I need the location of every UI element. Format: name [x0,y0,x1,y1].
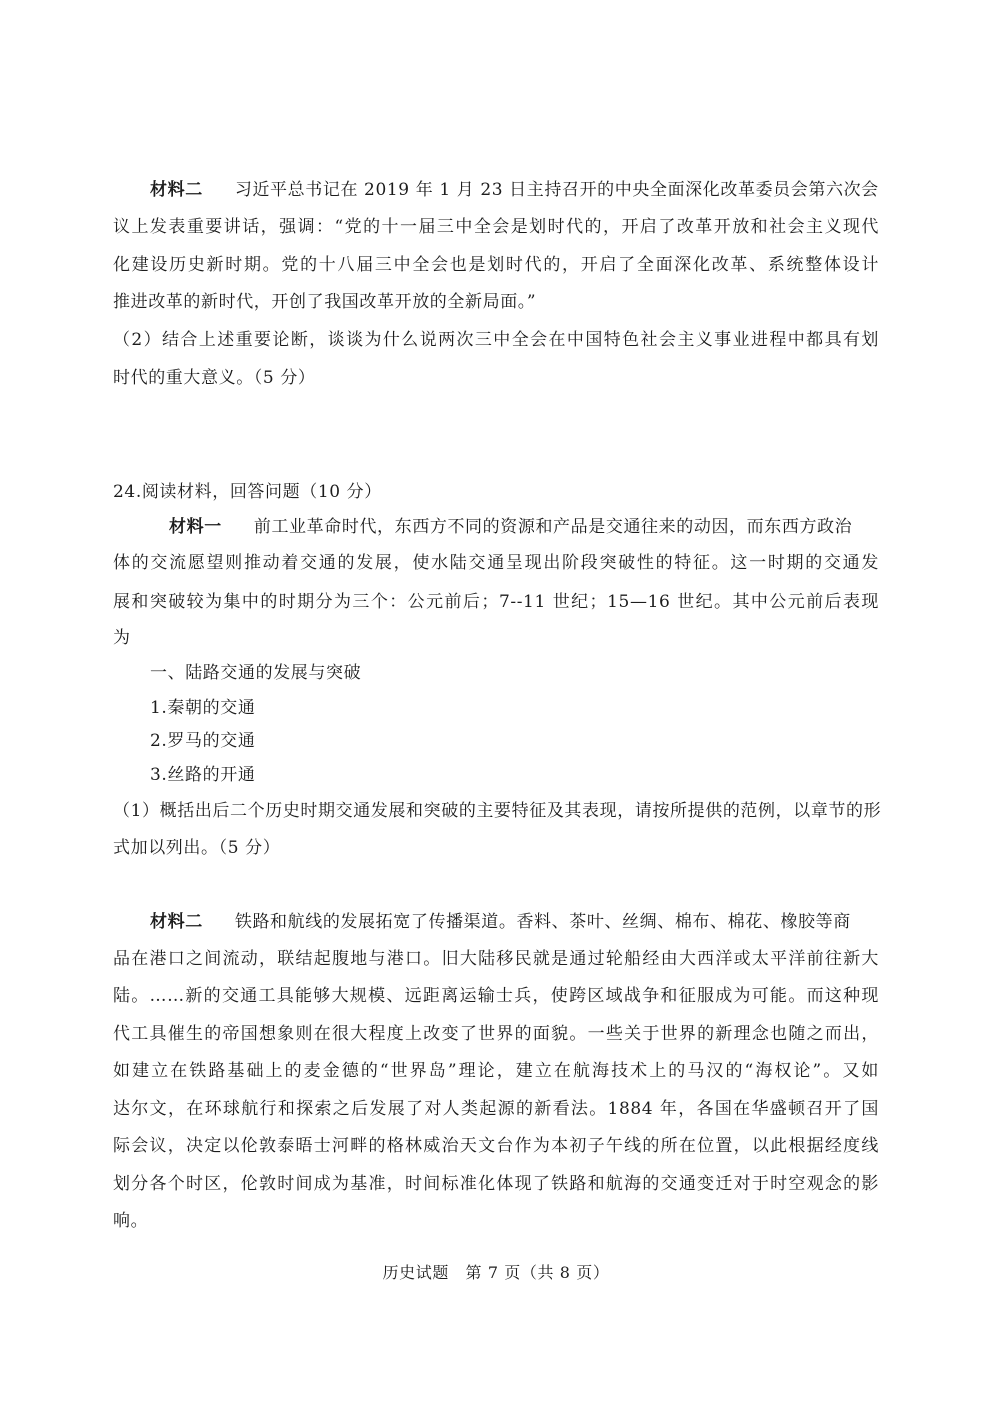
outline-item: 3.丝路的开通 [150,765,256,785]
outline-item: 2.罗马的交通 [150,731,256,751]
paragraph-line: 为 [113,628,131,648]
outline-item: 一、陆路交通的发展与突破 [150,663,362,683]
paragraph-line: 展和突破较为集中的时期分为三个：公元前后；7--11 世纪；15—16 世纪。其中公元前后表现 [113,592,879,612]
paragraph-line: 品在港口之间流动，联结起腹地与港口。旧大陆移民就是通过轮船经由大西洋或太平洋前往新大 [113,949,879,969]
outline-item: 1.秦朝的交通 [150,698,256,718]
paragraph-line: 前工业革命时代，东西方不同的资源和产品是交通往来的动因，而东西方政治 [253,517,853,537]
paragraph-line: 响。 [113,1211,149,1231]
question-line: （1）概括出后二个历史时期交通发展和突破的主要特征及其表现，请按所提供的范例，以章节的形 [113,801,882,821]
paragraph-line: 如建立在铁路基础上的麦金德的“世界岛”理论，建立在航海技术上的马汉的“海权论”。又如 [113,1061,879,1081]
paragraph-line: 议上发表重要讲话，强调：“党的十一届三中全会是划时代的，开启了改革开放和社会主义现代 [113,217,879,237]
question-line: 式加以列出。（5 分） [113,838,281,858]
paragraph-line: 陆。……新的交通工具能够大规模、远距离运输士兵，使跨区域战争和征服成为可能。而这种现 [113,986,879,1006]
material-2-first-line [150,910,851,934]
paragraph-line: 划分各个时区，伦敦时间成为基准，时间标准化体现了铁路和航海的交通变迁对于时空观念的影 [113,1174,879,1194]
paragraph-line: 体的交流愿望则推动着交通的发展，使水陆交通呈现出阶段突破性的特征。这一时期的交通发 [113,553,879,573]
material-2-first-line [150,178,879,202]
material-1-first-line [169,515,852,539]
paragraph-line: 达尔文，在环球航行和探索之后发展了对人类起源的新看法。1884 年，各国在华盛顿召开了国 [113,1099,879,1119]
material-label: 材料二 [150,180,203,200]
paragraph-line: 代工具催生的帝国想象则在很大程度上改变了世界的面貌。一些关于世界的新理念也随之而出， [113,1024,879,1044]
paragraph-line: 习近平总书记在 2019 年 1 月 23 日主持召开的中央全面深化改革委员会第六次会 [234,180,879,200]
paragraph-line: 铁路和航线的发展拓宽了传播渠道。香料、茶叶、丝绸、棉布、棉花、橡胶等商 [234,912,851,932]
page-footer: 历史试题 第 7 页（共 8 页） [382,1263,610,1282]
material-label: 材料一 [169,517,222,537]
question-line: （2）结合上述重要论断，谈谈为什么说两次三中全会在中国特色社会主义事业进程中都具有划 [113,330,879,350]
paragraph-line: 推进改革的新时代，开创了我国改革开放的全新局面。” [113,292,537,312]
paragraph-line: 化建设历史新时期。党的十八届三中全会也是划时代的，开启了全面深化改革、系统整体设计 [113,255,879,275]
question-line: 时代的重大意义。（5 分） [113,368,316,388]
paragraph-line: 际会议，决定以伦敦泰晤士河畔的格林威治天文台作为本初子午线的所在位置，以此根据经度线 [113,1136,879,1156]
material-label: 材料二 [150,912,203,932]
question-heading: 24.阅读材料，回答问题（10 分） [113,482,382,502]
